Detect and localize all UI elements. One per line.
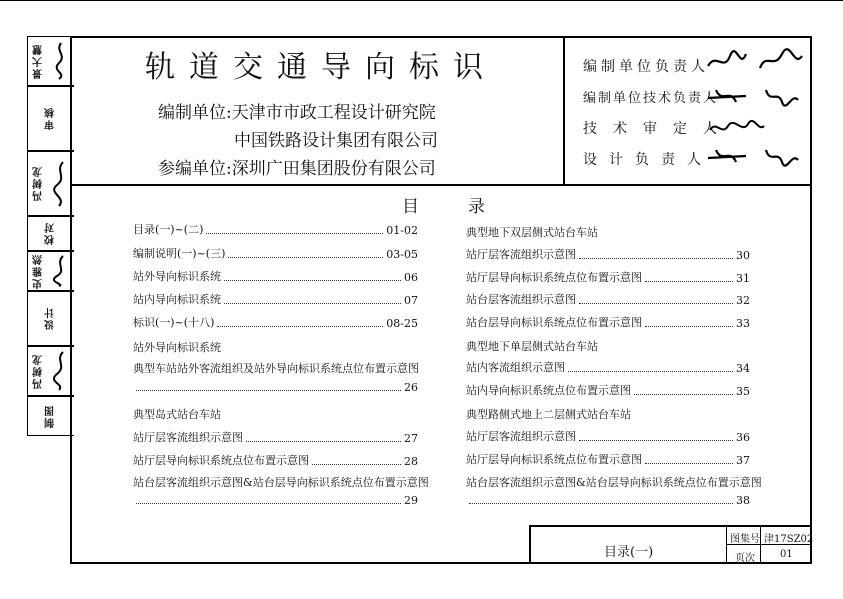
strip-cell xyxy=(27,291,74,346)
org-line-1-label: 编制单位: xyxy=(158,103,232,123)
toc-row[interactable] xyxy=(466,494,750,507)
toc-row[interactable] xyxy=(466,359,750,375)
strip-label: 冯树龙 xyxy=(33,165,45,202)
atlas-no-label: 图集号 xyxy=(730,534,760,545)
toc-title: 站厅层导向标识系统点位布置示意图 xyxy=(133,454,309,467)
left-signature-strip xyxy=(27,36,74,564)
toc-row[interactable] xyxy=(466,314,750,330)
toc-page: 07 xyxy=(404,294,418,307)
toc-row[interactable] xyxy=(133,452,418,468)
org-line-2: 中国铁路设计集团有限公司 xyxy=(234,131,438,151)
toc-page: 31 xyxy=(736,272,750,285)
responsibility-item: 编制单位技术负责人 xyxy=(583,91,719,106)
toc-title: 站厅层导向标识系统点位布置示意图 xyxy=(466,271,642,284)
strip-label: 设计 xyxy=(45,306,57,331)
responsibility-item: 设计负责人 xyxy=(583,152,713,168)
org-line-3-label: 参编单位: xyxy=(158,159,232,179)
toc-section-heading: 典型地下双层侧式站台车站 xyxy=(466,226,598,239)
toc-page: 03-05 xyxy=(386,248,418,261)
toc-row[interactable] xyxy=(466,428,750,444)
signature-mark xyxy=(50,252,72,290)
strip-cell xyxy=(27,86,74,151)
header-divider xyxy=(70,184,812,186)
signature-mark xyxy=(706,146,806,168)
toc-page: 01-02 xyxy=(386,224,418,237)
toc-title: 站台层客流组织示意图 xyxy=(466,293,576,306)
toc-page: 29 xyxy=(404,494,418,507)
toc-title: 站内导向标识系统 xyxy=(133,293,221,306)
toc-row[interactable] xyxy=(133,291,418,307)
toc-row[interactable] xyxy=(133,221,418,237)
toc-title: 目录(一)~(二) xyxy=(133,223,204,236)
toc-title: 站厅层导向标识系统点位布置示意图 xyxy=(466,453,642,466)
toc-row[interactable] xyxy=(133,429,418,445)
toc-page: 28 xyxy=(404,455,418,468)
org-line-3 xyxy=(158,154,436,179)
toc-row[interactable] xyxy=(133,268,418,284)
org-line-1 xyxy=(158,98,436,123)
page-title: 轨道交通导向标识 xyxy=(145,50,497,85)
toc-title: 编制说明(一)~(三) xyxy=(133,247,226,260)
toc-title: 站台层客流组织示意图&站台层导向标识系统点位布置示意图 xyxy=(133,476,429,489)
page-number: 01 xyxy=(780,549,793,560)
toc-title: 站厅层客流组织示意图 xyxy=(133,431,243,444)
toc-page: 38 xyxy=(736,494,750,507)
toc-page: 27 xyxy=(404,432,418,445)
strip-label: 冯树龙 xyxy=(33,353,45,389)
sheet-title: 目录(一) xyxy=(604,545,654,560)
toc-page: 32 xyxy=(736,294,750,307)
toc-page: 37 xyxy=(736,454,750,467)
strip-label: 景大慧 xyxy=(33,43,45,79)
strip-cell xyxy=(27,151,74,216)
toc-section-heading: 典型路侧式地上二层侧式站台车站 xyxy=(466,408,631,421)
top-border-line xyxy=(0,0,843,1)
toc-heading-left: 目 xyxy=(402,197,419,217)
toc-row[interactable] xyxy=(466,246,750,262)
atlas-no: 津17SZ02 xyxy=(764,534,814,545)
toc-page: 26 xyxy=(404,381,418,394)
toc-page: 30 xyxy=(736,249,750,262)
toc-section-heading: 典型岛式站台车站 xyxy=(133,408,221,421)
toc-row[interactable] xyxy=(133,494,418,507)
org-line-1-value: 天津市市政工程设计研究院 xyxy=(231,103,436,123)
toc-page: 34 xyxy=(736,362,750,375)
toc-page: 06 xyxy=(404,271,418,284)
toc-title: 标识(一)~(十八) xyxy=(133,316,215,329)
toc-row[interactable] xyxy=(466,291,750,307)
toc-title: 站厅层客流组织示意图 xyxy=(466,430,576,443)
signature-mark xyxy=(706,86,806,108)
toc-section-heading: 典型地下单层侧式站台车站 xyxy=(466,340,598,353)
toc-title: 站外导向标识系统 xyxy=(133,270,221,283)
toc-title: 站台层客流组织示意图&站台层导向标识系统点位布置示意图 xyxy=(466,476,762,489)
strip-cell xyxy=(27,216,74,251)
strip-cell xyxy=(27,36,74,86)
toc-row[interactable] xyxy=(466,269,750,285)
strip-label: 史雅然 xyxy=(33,253,45,289)
toc-section-heading: 站外导向标识系统 xyxy=(133,341,221,354)
signature-mark xyxy=(708,118,768,138)
org-line-3-value: 深圳广田集团股份有限公司 xyxy=(231,159,436,179)
strip-label: 审核 xyxy=(45,106,57,131)
toc-page: 36 xyxy=(736,431,750,444)
toc-page: 35 xyxy=(736,385,750,398)
signature-mark xyxy=(50,37,72,85)
responsibility-item: 编制单位负责人 xyxy=(583,59,709,75)
strip-cell xyxy=(27,346,74,396)
header-vertical-divider xyxy=(563,36,565,184)
toc-row[interactable] xyxy=(133,381,418,394)
toc-heading-right: 录 xyxy=(468,197,485,217)
page-label: 页次 xyxy=(735,553,755,564)
toc-page: 08-25 xyxy=(386,317,418,330)
toc-row[interactable] xyxy=(466,451,750,467)
toc-title: 站台层导向标识系统点位布置示意图 xyxy=(466,316,642,329)
toc-title: 站内客流组织示意图 xyxy=(466,361,565,374)
toc-title: 站厅层客流组织示意图 xyxy=(466,248,576,261)
toc-row[interactable] xyxy=(466,382,750,398)
signature-mark xyxy=(50,152,72,215)
strip-cell xyxy=(27,396,74,436)
strip-label: 校对 xyxy=(45,221,57,246)
toc-page: 33 xyxy=(736,317,750,330)
toc-title: 典型车站站外客流组织及站外导向标识系统点位布置示意图 xyxy=(133,362,419,375)
strip-label: 制图 xyxy=(45,404,57,428)
responsibility-item: 技术审定人 xyxy=(583,121,733,137)
toc-row[interactable] xyxy=(133,245,418,261)
signature-mark xyxy=(706,48,806,76)
strip-cell xyxy=(27,251,74,291)
signature-mark xyxy=(50,347,72,395)
toc-row[interactable] xyxy=(133,314,418,330)
toc-title: 站内导向标识系统点位布置示意图 xyxy=(466,384,631,397)
